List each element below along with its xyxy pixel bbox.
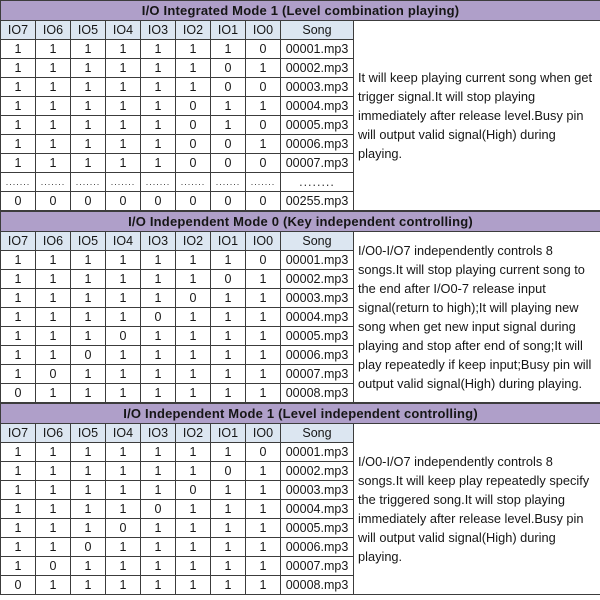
io-bit-cell: 1 [1, 346, 36, 365]
io-bit-cell: 1 [141, 327, 176, 346]
column-header-row [1, 424, 600, 443]
io-bit-cell: 1 [246, 365, 281, 384]
io-bit-cell: 1 [71, 443, 106, 462]
io-bit-cell: 1 [211, 557, 246, 576]
io-bit-cell: 1 [211, 308, 246, 327]
io-bit-cell: 1 [176, 40, 211, 59]
io-bit-cell: 1 [246, 576, 281, 595]
io-bit-cell: 1 [106, 538, 141, 557]
column-header-song: Song [281, 232, 354, 251]
io-bit-cell: 1 [1, 365, 36, 384]
io-bit-cell: 1 [246, 557, 281, 576]
io-bit-cell: 1 [1, 538, 36, 557]
io-bit-cell: 1 [71, 576, 106, 595]
io-bit-cell: 0 [106, 519, 141, 538]
io-bit-cell: 1 [1, 308, 36, 327]
section-title-row [1, 212, 600, 232]
io-bit-cell: 0 [106, 327, 141, 346]
io-bit-cell: 1 [211, 251, 246, 270]
io-bit-cell: 1 [36, 538, 71, 557]
io-bit-cell: 1 [71, 97, 106, 116]
io-bit-cell: 0 [36, 192, 71, 211]
io-bit-cell: 1 [36, 59, 71, 78]
column-header-io7: IO7 [1, 21, 36, 40]
io-bit-cell: 1 [1, 154, 36, 173]
io-bit-cell: 1 [71, 308, 106, 327]
io-bit-cell: 1 [141, 481, 176, 500]
io-bit-cell: 1 [1, 519, 36, 538]
io-bit-cell: 1 [36, 135, 71, 154]
io-bit-cell: 1 [36, 116, 71, 135]
io-bit-cell: 1 [106, 270, 141, 289]
io-bit-cell: 1 [176, 346, 211, 365]
table-body [1, 1, 600, 211]
column-header-io4: IO4 [106, 232, 141, 251]
io-bit-cell: 1 [176, 78, 211, 97]
io-bit-cell: 1 [176, 384, 211, 403]
song-cell: 00008.mp3 [281, 576, 354, 595]
io-bit-cell: 1 [176, 557, 211, 576]
io-bit-cell: 1 [1, 59, 36, 78]
column-header-io1: IO1 [211, 424, 246, 443]
io-bit-cell: 1 [211, 346, 246, 365]
io-bit-cell: 1 [211, 576, 246, 595]
io-bit-cell: 1 [176, 576, 211, 595]
io-bit-cell: 1 [71, 135, 106, 154]
song-cell: 00002.mp3 [281, 462, 354, 481]
mode-description: I/O0-I/O7 independently controls 8 songs.It will keep play repeatedly specify the triggered song.It will stop playing immediately after release level.Busy pin will output valid signal(High) during playing. [354, 424, 600, 595]
io-bit-cell: 0 [176, 135, 211, 154]
io-bit-cell: 1 [71, 500, 106, 519]
io-bit-cell: ....... [176, 173, 211, 192]
io-bit-cell: 1 [211, 40, 246, 59]
column-header-io5: IO5 [71, 424, 106, 443]
song-cell: 00006.mp3 [281, 346, 354, 365]
column-header-io2: IO2 [176, 424, 211, 443]
column-header-io3: IO3 [141, 232, 176, 251]
table-body [1, 212, 600, 403]
io-bit-cell: 1 [36, 289, 71, 308]
io-bit-cell: 1 [1, 327, 36, 346]
section-title: I/O Independent Mode 0 (Key independent controlling) [1, 212, 600, 232]
io-bit-cell: 1 [141, 270, 176, 289]
io-bit-cell: 0 [71, 192, 106, 211]
song-cell: 00007.mp3 [281, 365, 354, 384]
io-bit-cell: 1 [71, 462, 106, 481]
io-bit-cell: 1 [211, 538, 246, 557]
io-bit-cell: 1 [211, 97, 246, 116]
io-bit-cell: 1 [246, 519, 281, 538]
column-header-io3: IO3 [141, 424, 176, 443]
io-bit-cell: 1 [141, 135, 176, 154]
io-bit-cell: 1 [71, 40, 106, 59]
column-header-io1: IO1 [211, 21, 246, 40]
io-bit-cell: 1 [36, 519, 71, 538]
section-title-row [1, 1, 600, 21]
io-bit-cell: 1 [1, 97, 36, 116]
io-bit-cell: 1 [211, 365, 246, 384]
io-bit-cell: 0 [246, 78, 281, 97]
io-bit-cell: 1 [141, 576, 176, 595]
io-bit-cell: 1 [106, 443, 141, 462]
io-bit-cell: 1 [106, 500, 141, 519]
io-bit-cell: 1 [36, 346, 71, 365]
io-bit-cell: 1 [36, 97, 71, 116]
io-bit-cell: 1 [246, 346, 281, 365]
io-bit-cell: 0 [36, 557, 71, 576]
song-cell: 00003.mp3 [281, 78, 354, 97]
io-bit-cell: 1 [71, 116, 106, 135]
song-cell: 00005.mp3 [281, 116, 354, 135]
io-bit-cell: 1 [1, 481, 36, 500]
io-bit-cell: 1 [1, 443, 36, 462]
column-header-io4: IO4 [106, 21, 141, 40]
column-header-io3: IO3 [141, 21, 176, 40]
io-bit-cell: 0 [1, 384, 36, 403]
io-bit-cell: 0 [211, 154, 246, 173]
io-bit-cell: 1 [141, 59, 176, 78]
song-cell: 00003.mp3 [281, 289, 354, 308]
io-bit-cell: 1 [246, 270, 281, 289]
io-bit-cell: 1 [1, 135, 36, 154]
io-bit-cell: 1 [36, 384, 71, 403]
io-bit-cell: 1 [36, 576, 71, 595]
io-bit-cell: 1 [176, 462, 211, 481]
io-bit-cell: 1 [246, 59, 281, 78]
io-bit-cell: 1 [106, 116, 141, 135]
io-bit-cell: 0 [141, 192, 176, 211]
io-bit-cell: 1 [71, 270, 106, 289]
io-bit-cell: 0 [246, 443, 281, 462]
io-bit-cell: 0 [246, 192, 281, 211]
song-cell: 00006.mp3 [281, 135, 354, 154]
column-header-io7: IO7 [1, 424, 36, 443]
io-bit-cell: 1 [106, 576, 141, 595]
mode-description: It will keep playing current song when get trigger signal.It will stop playing immediately after release level.Busy pin will output valid signal(High) during playing. [354, 21, 600, 211]
io-bit-cell: 1 [1, 557, 36, 576]
io-bit-cell: 1 [106, 251, 141, 270]
io-bit-cell: 0 [176, 97, 211, 116]
integrated-mode-1-table [0, 0, 600, 211]
column-header-io0: IO0 [246, 424, 281, 443]
io-bit-cell: 1 [36, 462, 71, 481]
io-bit-cell: 1 [141, 40, 176, 59]
io-bit-cell: ....... [246, 173, 281, 192]
io-bit-cell: 0 [246, 251, 281, 270]
io-bit-cell: 1 [211, 519, 246, 538]
song-cell: 00004.mp3 [281, 308, 354, 327]
song-cell: 00002.mp3 [281, 59, 354, 78]
io-bit-cell: 1 [71, 557, 106, 576]
io-bit-cell: 1 [36, 270, 71, 289]
io-bit-cell: 1 [106, 135, 141, 154]
io-bit-cell: 1 [36, 40, 71, 59]
io-bit-cell: 1 [246, 327, 281, 346]
io-bit-cell: 1 [211, 384, 246, 403]
io-bit-cell: ....... [1, 173, 36, 192]
io-bit-cell: 1 [211, 116, 246, 135]
io-bit-cell: 0 [71, 538, 106, 557]
io-bit-cell: 1 [106, 462, 141, 481]
io-bit-cell: 1 [71, 384, 106, 403]
column-header-io7: IO7 [1, 232, 36, 251]
io-bit-cell: 1 [211, 289, 246, 308]
song-cell: 00005.mp3 [281, 519, 354, 538]
io-bit-cell: 1 [71, 251, 106, 270]
io-bit-cell: 1 [71, 519, 106, 538]
io-bit-cell: 1 [141, 384, 176, 403]
song-cell: ........ [281, 173, 354, 192]
io-bit-cell: 1 [211, 443, 246, 462]
io-bit-cell: 1 [141, 289, 176, 308]
song-cell: 00004.mp3 [281, 97, 354, 116]
column-header-io5: IO5 [71, 21, 106, 40]
table-body [1, 404, 600, 595]
io-bit-cell: ....... [71, 173, 106, 192]
song-cell: 00007.mp3 [281, 557, 354, 576]
io-bit-cell: 1 [106, 481, 141, 500]
io-bit-cell: 1 [246, 500, 281, 519]
io-bit-cell: 1 [36, 154, 71, 173]
io-bit-cell: 1 [176, 519, 211, 538]
column-header-song: Song [281, 21, 354, 40]
column-header-io6: IO6 [36, 232, 71, 251]
song-cell: 00001.mp3 [281, 40, 354, 59]
io-bit-cell: 1 [71, 365, 106, 384]
io-bit-cell: 0 [176, 116, 211, 135]
io-bit-cell: 1 [211, 327, 246, 346]
io-bit-cell: ....... [106, 173, 141, 192]
io-bit-cell: 1 [106, 78, 141, 97]
io-bit-cell: 0 [211, 135, 246, 154]
io-bit-cell: 0 [246, 40, 281, 59]
column-header-row [1, 21, 600, 40]
io-bit-cell: 1 [141, 443, 176, 462]
independent-mode-0-table [0, 211, 600, 403]
io-bit-cell: 1 [106, 154, 141, 173]
io-bit-cell: 0 [211, 59, 246, 78]
io-bit-cell: ....... [141, 173, 176, 192]
song-cell: 00002.mp3 [281, 270, 354, 289]
io-bit-cell: 1 [141, 538, 176, 557]
io-bit-cell: 1 [141, 519, 176, 538]
io-bit-cell: 1 [36, 481, 71, 500]
io-bit-cell: 1 [71, 327, 106, 346]
column-header-io0: IO0 [246, 21, 281, 40]
io-bit-cell: 0 [1, 576, 36, 595]
column-header-io6: IO6 [36, 424, 71, 443]
io-bit-cell: 1 [106, 346, 141, 365]
io-bit-cell: 0 [141, 308, 176, 327]
io-bit-cell: 1 [106, 59, 141, 78]
io-bit-cell: 1 [71, 78, 106, 97]
io-bit-cell: 1 [176, 270, 211, 289]
io-bit-cell: 0 [141, 500, 176, 519]
io-bit-cell: 0 [36, 365, 71, 384]
io-bit-cell: 1 [106, 365, 141, 384]
io-bit-cell: 0 [211, 462, 246, 481]
io-bit-cell: 1 [1, 78, 36, 97]
section-title: I/O Independent Mode 1 (Level independent controlling) [1, 404, 600, 424]
io-bit-cell: 1 [246, 308, 281, 327]
io-bit-cell: 1 [106, 557, 141, 576]
column-header-row [1, 232, 600, 251]
io-bit-cell: 1 [71, 289, 106, 308]
io-bit-cell: 1 [246, 97, 281, 116]
column-header-io5: IO5 [71, 232, 106, 251]
io-bit-cell: 1 [211, 481, 246, 500]
io-bit-cell: 1 [176, 538, 211, 557]
song-cell: 00004.mp3 [281, 500, 354, 519]
io-bit-cell: 0 [211, 270, 246, 289]
io-bit-cell: 0 [1, 192, 36, 211]
song-cell: 00005.mp3 [281, 327, 354, 346]
io-bit-cell: 1 [36, 308, 71, 327]
io-bit-cell: 1 [1, 40, 36, 59]
io-bit-cell: 1 [141, 116, 176, 135]
io-bit-cell: 1 [36, 500, 71, 519]
io-bit-cell: 1 [211, 500, 246, 519]
independent-mode-1-table [0, 403, 600, 595]
column-header-io4: IO4 [106, 424, 141, 443]
section-title-row [1, 404, 600, 424]
section-title: I/O Integrated Mode 1 (Level combination playing) [1, 1, 600, 21]
io-bit-cell: 1 [1, 289, 36, 308]
io-bit-cell: ....... [211, 173, 246, 192]
io-bit-cell: 1 [246, 481, 281, 500]
song-cell: 00006.mp3 [281, 538, 354, 557]
mode-description: I/O0-I/O7 independently controls 8 songs.It will stop playing current song to the end after I/O0-7 release input signal(return to high);It will playing new song when get new input signal during playing and stop after end of song;It will play repeatedly if keep input;Busy pin will output valid signal(High) during playing. [354, 232, 600, 403]
io-bit-cell: 1 [176, 59, 211, 78]
io-bit-cell: 0 [71, 346, 106, 365]
io-bit-cell: 1 [176, 308, 211, 327]
io-bit-cell: 1 [141, 154, 176, 173]
column-header-song: Song [281, 424, 354, 443]
column-header-io2: IO2 [176, 232, 211, 251]
column-header-io6: IO6 [36, 21, 71, 40]
io-bit-cell: 0 [176, 154, 211, 173]
column-header-io1: IO1 [211, 232, 246, 251]
io-bit-cell: 1 [36, 327, 71, 346]
column-header-io2: IO2 [176, 21, 211, 40]
io-bit-cell: 0 [211, 192, 246, 211]
io-bit-cell: 1 [246, 538, 281, 557]
io-bit-cell: 1 [1, 270, 36, 289]
io-bit-cell: 1 [176, 365, 211, 384]
io-bit-cell: 1 [1, 462, 36, 481]
io-bit-cell: 0 [176, 289, 211, 308]
io-bit-cell: 1 [176, 443, 211, 462]
io-bit-cell: 1 [106, 40, 141, 59]
io-bit-cell: 1 [246, 384, 281, 403]
io-bit-cell: 0 [246, 116, 281, 135]
io-bit-cell: 1 [106, 289, 141, 308]
song-cell: 00007.mp3 [281, 154, 354, 173]
io-bit-cell: 1 [71, 59, 106, 78]
column-header-io0: IO0 [246, 232, 281, 251]
io-bit-cell: 1 [141, 97, 176, 116]
song-cell: 00008.mp3 [281, 384, 354, 403]
io-bit-cell: 1 [71, 154, 106, 173]
io-bit-cell: 1 [141, 346, 176, 365]
io-bit-cell: 1 [141, 78, 176, 97]
io-bit-cell: 0 [106, 192, 141, 211]
io-bit-cell: 1 [36, 443, 71, 462]
song-cell: 00001.mp3 [281, 443, 354, 462]
song-cell: 00003.mp3 [281, 481, 354, 500]
io-bit-cell: 1 [176, 251, 211, 270]
io-bit-cell: 1 [1, 500, 36, 519]
io-bit-cell: 0 [176, 192, 211, 211]
io-bit-cell: 1 [71, 481, 106, 500]
io-bit-cell: 1 [141, 462, 176, 481]
io-bit-cell: 1 [176, 500, 211, 519]
io-bit-cell: 1 [176, 327, 211, 346]
io-bit-cell: ....... [36, 173, 71, 192]
io-bit-cell: 1 [246, 462, 281, 481]
io-bit-cell: 1 [246, 135, 281, 154]
io-bit-cell: 0 [176, 481, 211, 500]
io-bit-cell: 1 [141, 557, 176, 576]
song-cell: 00001.mp3 [281, 251, 354, 270]
io-bit-cell: 1 [141, 251, 176, 270]
io-bit-cell: 1 [1, 251, 36, 270]
io-bit-cell: 1 [36, 78, 71, 97]
io-bit-cell: 1 [246, 289, 281, 308]
io-bit-cell: 0 [211, 78, 246, 97]
io-bit-cell: 1 [106, 97, 141, 116]
io-bit-cell: 1 [106, 308, 141, 327]
io-bit-cell: 1 [36, 251, 71, 270]
song-cell: 00255.mp3 [281, 192, 354, 211]
io-bit-cell: 1 [141, 365, 176, 384]
io-bit-cell: 1 [1, 116, 36, 135]
io-bit-cell: 1 [106, 384, 141, 403]
io-bit-cell: 0 [246, 154, 281, 173]
